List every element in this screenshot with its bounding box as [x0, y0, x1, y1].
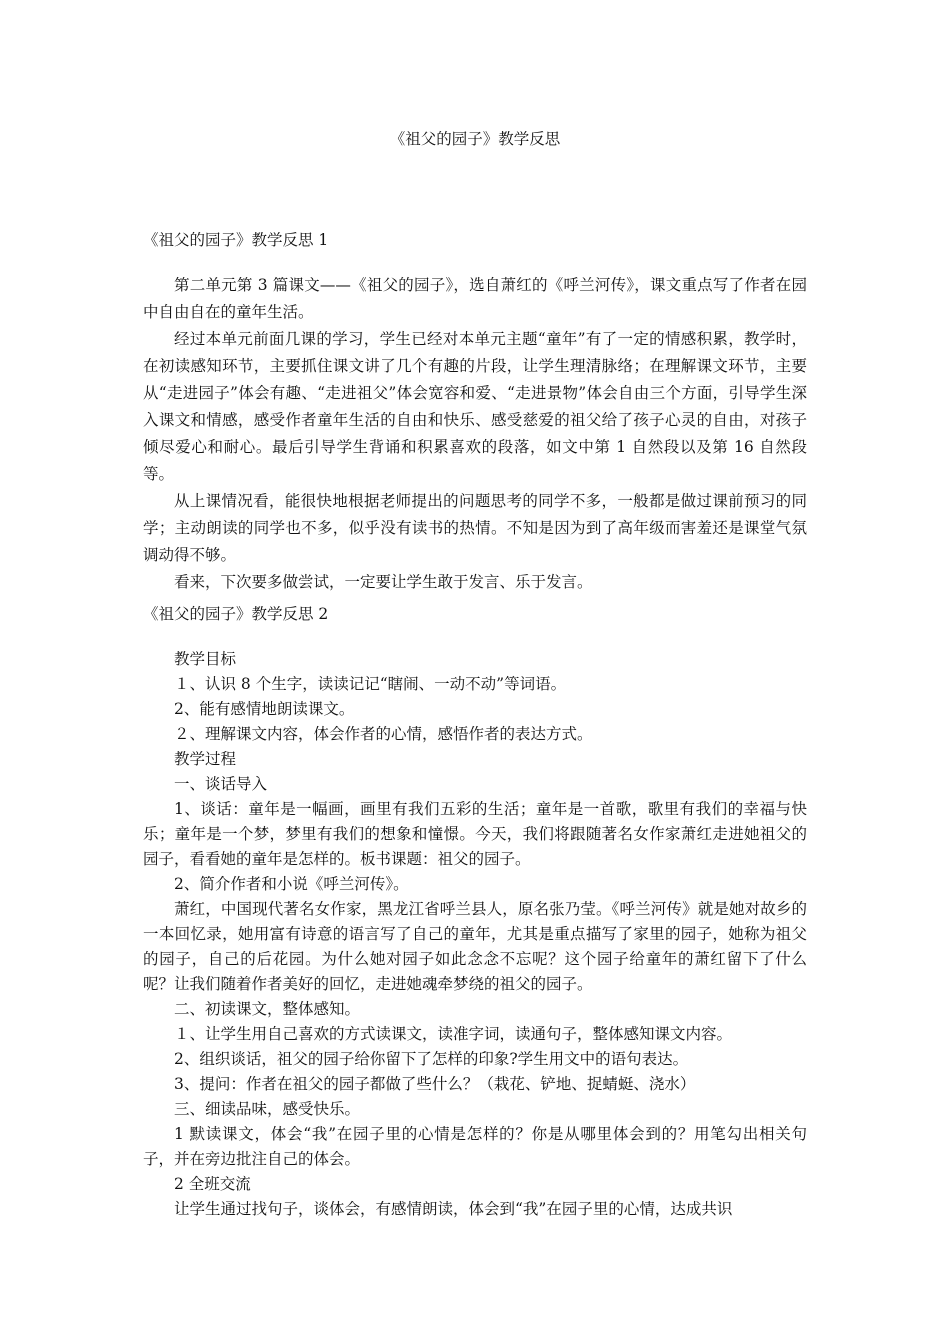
paragraph: 三、细读品味，感受快乐。	[174, 1100, 361, 1118]
paragraph: 第二单元第 3 篇课文——《祖父的园子》，选自萧红的《呼兰河传》，课文重点写了作者在园中自由自在的童年生活。	[143, 276, 807, 321]
section-heading-1: 《祖父的园子》教学反思 1	[143, 231, 329, 249]
paragraph: １、让学生用自己喜欢的方式读课文，读准字词，读通句子，整体感知课文内容。	[174, 1025, 733, 1043]
section-body-1	[143, 272, 807, 596]
paragraph: 3、提问：作者在祖父的园子都做了些什么？（栽花、铲地、捉蜻蜓、浇水）	[174, 1075, 696, 1093]
paragraph: 二、初读课文，整体感知。	[174, 1000, 361, 1018]
paragraph: 一、谈话导入	[174, 775, 268, 793]
paragraph: 1、谈话：童年是一幅画，画里有我们五彩的生活；童年是一首歌，歌里有我们的幸福与快乐；童年是一个梦，梦里有我们的想象和憧憬。今天，我们将跟随著名女作家萧红走进她祖父的园子，看看她的童年是怎样的。板书课题：祖父的园子。	[143, 800, 807, 868]
paragraph: ２、理解课文内容，体会作者的心情，感悟作者的表达方式。	[174, 725, 593, 743]
paragraph: 教学目标	[174, 650, 237, 668]
section-heading-2: 《祖父的园子》教学反思 2	[143, 605, 329, 623]
paragraph: 看来，下次要多做尝试，一定要让学生敢于发言、乐于发言。	[174, 573, 593, 591]
paragraph: 2、组织谈话，祖父的园子给你留下了怎样的印象?学生用文中的语句表达。	[174, 1050, 689, 1068]
paragraph: 2、能有感情地朗读课文。	[174, 700, 355, 718]
paragraph: 经过本单元前面几课的学习，学生已经对本单元主题“童年”有了一定的情感积累，教学时，在初读感知环节，主要抓住课文讲了几个有趣的片段，让学生理清脉络；在理解课文环节，主要从“走进园子”体会有趣、“走进祖父”体会宽容和爱、“走进景物”体会自由三个方面，引导学生深入课文和情感，感受作者童年生活的自由和快乐、感受慈爱的祖父给了孩子心灵的自由，对孩子倾尽爱心和耐心。最后引导学生背诵和积累喜欢的段落，如文中第 1 自然段以及第 16 自然段等。	[143, 330, 807, 483]
section-body-2	[143, 647, 807, 1222]
document-title: 《祖父的园子》教学反思	[389, 130, 561, 148]
paragraph: 教学过程	[174, 750, 237, 768]
paragraph: 2、简介作者和小说《呼兰河传》。	[174, 875, 409, 893]
paragraph: １、认识 8 个生字，读读记记“瞎闹、一动不动”等词语。	[174, 675, 567, 693]
paragraph: 1 默读课文，体会“我”在园子里的心情是怎样的？你是从哪里体会到的？用笔勾出相关句子，并在旁边批注自己的体会。	[143, 1125, 807, 1168]
paragraph: 2 全班交流	[174, 1175, 251, 1193]
paragraph: 让学生通过找句子，谈体会，有感情朗读，体会到“我”在园子里的心情，达成共识	[174, 1200, 733, 1218]
paragraph: 从上课情况看，能很快地根据老师提出的问题思考的同学不多，一般都是做过课前预习的同学；主动朗读的同学也不多，似乎没有读书的热情。不知是因为到了高年级而害羞还是课堂气氛调动得不够。	[143, 492, 807, 564]
paragraph: 萧红，中国现代著名女作家，黑龙江省呼兰县人，原名张乃莹。《呼兰河传》就是她对故乡的一本回忆录，她用富有诗意的语言写了自己的童年，尤其是重点描写了家里的园子，她称为祖父的园子，自己的后花园。为什么她对园子如此念念不忘呢？这个园子给童年的萧红留下了什么呢？让我们随着作者美好的回忆，走进她魂牵梦绕的祖父的园子。	[143, 900, 807, 993]
